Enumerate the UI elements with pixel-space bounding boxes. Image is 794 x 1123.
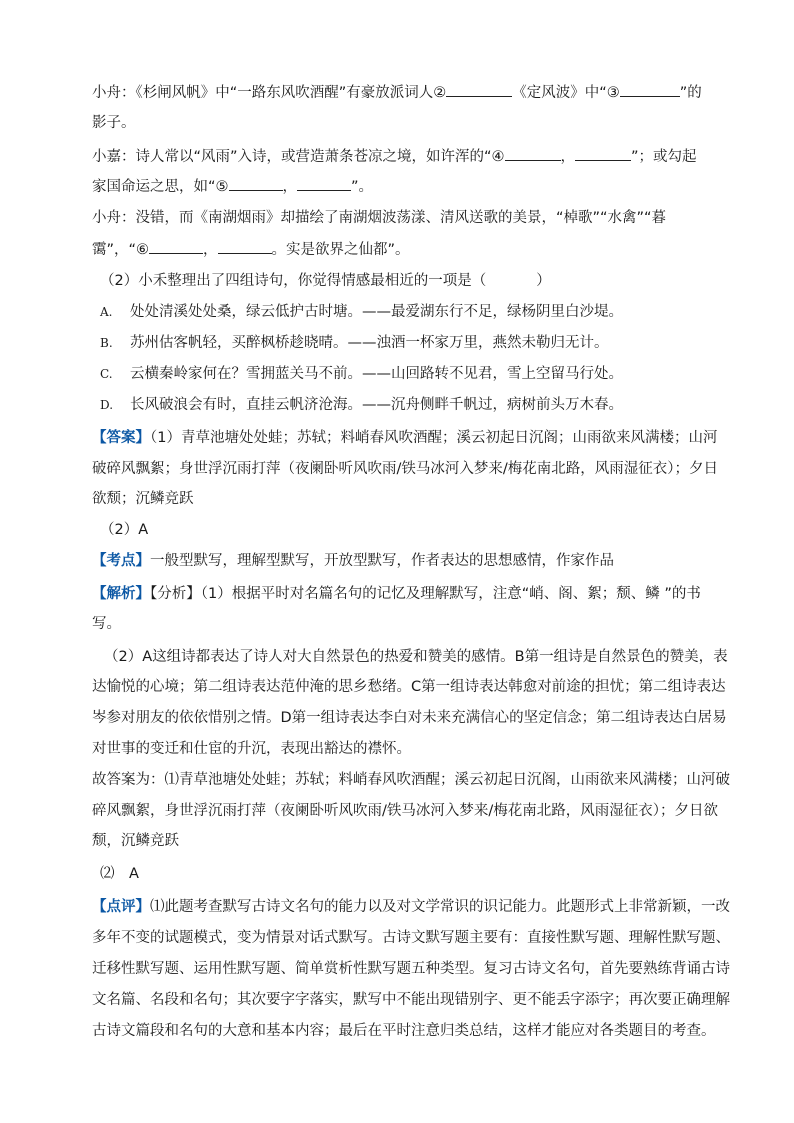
answer-line-4: （2）A (100, 522, 149, 538)
q1-text: ”的 (679, 85, 702, 101)
jiexi-line-10: ⑵ A (100, 866, 139, 882)
jiexi-line-5: 岑参对朋友的依依惜别之情。D第一组诗表达李白对未来充满信心的坚定信念；第二组诗表达白居易 (92, 710, 727, 726)
answer-tag: 【答案】 (92, 430, 150, 446)
q1-text: 家国命运之思，如“⑤ (92, 179, 229, 195)
answer-text: （1）青草池塘处处蛙；苏轼；料峭春风吹酒醒；溪云初起日沉阁；山雨欲来风满楼；山河 (150, 430, 718, 446)
blank-5b[interactable] (297, 176, 351, 191)
q1-text: ”。 (351, 179, 374, 195)
q1-text: ， (560, 149, 576, 165)
q1-line-2: 影子。 (92, 115, 136, 131)
q1-line-6 (92, 239, 712, 260)
q1-text: ”；或勾起 (631, 149, 697, 165)
q1-text: 。实是欲界之仙都”。 (271, 242, 410, 258)
q2-stem (100, 271, 720, 291)
jiexi-tag: 【解析】 (92, 586, 150, 602)
dianping-text: ⑴此题考查默写古诗文名句的能力以及对文学常识的识记能力。此题形式上非常新颖，一改 (150, 899, 730, 915)
option-a[interactable] (100, 302, 720, 322)
q1-text: ， (282, 179, 298, 195)
blank-6a[interactable] (149, 239, 203, 254)
jiexi-line-2: 写。 (92, 616, 121, 632)
option-d[interactable] (100, 395, 720, 415)
answer-line-2: 破碎风飘絮；身世浮沉雨打萍（夜阑卧听风吹雨/铁马冰河入梦来/梅花南北路，风雨湿征衣）；夕日 (92, 461, 719, 477)
dianping-line-2: 多年不变的试题模式，变为情景对话式默写。古诗文默写题主要有：直接性默写题、理解性默写题、 (92, 930, 730, 946)
q1-text: 小嘉：诗人常以“风雨”入诗，或营造萧条苍凉之境，如许浑的“④ (92, 149, 505, 165)
dianping-line-3: 迁移性默写题、运用性默写题、简单赏析性默写题五种类型。复习古诗文名句，首先要熟练背诵古诗 (92, 961, 730, 977)
kaodian-tag: 【考点】 (92, 553, 150, 569)
q2-stem-text: （2）小禾整理出了四组诗句，你觉得情感最相近的一项是（ (100, 273, 487, 289)
jiexi-line-3: （2）A这组诗都表达了诗人对大自然景色的热爱和赞美的感情。B第一组诗是自然景色的赞美，表 (104, 649, 728, 665)
blank-3[interactable] (620, 82, 680, 97)
q1-text: 霭”，“⑥ (92, 242, 150, 258)
q1-text: 小舟：《杉闸风帆》中“一路东风吹酒醒”有豪放派词人② (92, 85, 447, 101)
answer-line-3: 欲颓；沉鳞竞跃 (92, 491, 194, 507)
blank-6b[interactable] (218, 239, 272, 254)
option-c[interactable] (100, 364, 720, 384)
kaodian-text: 一般型默写，理解型默写，开放型默写，作者表达的思想感情，作家作品 (150, 553, 614, 569)
dianping-tag: 【点评】 (92, 899, 150, 915)
jiexi-line-7: 故答案为：⑴青草池塘处处蛙；苏轼；料峭春风吹酒醒；溪云初起日沉阁，山雨欲来风满楼；山河破 (92, 772, 730, 788)
blank-4a[interactable] (505, 146, 561, 161)
q1-line-5: 小舟：没错，而《南湖烟雨》却描绘了南湖烟波荡漾、清风送歌的美景，“棹歌”“水禽”“暮 (92, 210, 667, 226)
q1-line-3 (92, 146, 712, 167)
jiexi-line-6: 对世事的变迁和仕宦的升沉，表现出豁达的襟怀。 (92, 741, 411, 757)
option-text: 苏州估客帆轻，买醉枫桥趁晓晴。——浊酒一杯家万里，燕然未勒归无计。 (130, 335, 609, 351)
q2-stem-text: ） (536, 273, 551, 289)
jiexi-line-1 (92, 584, 712, 604)
jiexi-line-9: 颓，沉鳞竞跃 (92, 833, 179, 849)
option-text: 长风破浪会有时，直挂云帆济沧海。——沉舟侧畔千帆过，病树前头万木春。 (130, 397, 623, 413)
blank-5a[interactable] (229, 176, 283, 191)
option-b[interactable] (100, 333, 720, 353)
q1-text: ， (203, 242, 218, 258)
q1-line-1 (92, 82, 712, 103)
jiexi-text: 【分析】（1）根据平时对名篇名句的记忆及理解默写，注意“峭、阁、絮；颓、鳞 ”的书 (150, 586, 701, 602)
blank-2[interactable] (446, 82, 512, 97)
option-text: 云横秦岭家何在？雪拥蓝关马不前。——山回路转不见君，雪上空留马行处。 (130, 366, 623, 382)
dianping-line-1 (92, 897, 730, 917)
jiexi-line-8: 碎风飘絮，身世浮沉雨打萍（夜阑卧听风吹雨/铁马冰河入梦来/梅花南北路，风雨湿征衣）；夕日欲 (92, 803, 719, 819)
option-letter: D. (100, 398, 114, 412)
blank-4b[interactable] (575, 146, 631, 161)
kaodian-line (92, 551, 712, 571)
q1-line-4 (92, 176, 712, 197)
dianping-line-4: 文名篇、名段和名句；其次要字字落实，默写中不能出现错别字、更不能丢字添字；再次要正确理解 (92, 992, 730, 1008)
q1-text: 《定风波》中“③ (512, 85, 620, 101)
option-text: 处处清溪处处桑，绿云低护古时塘。——最爱湖东行不足，绿杨阴里白沙堤。 (130, 304, 623, 320)
dianping-line-5: 古诗文篇段和名句的大意和基本内容；最后在平时注意归类总结，这样才能应对各类题目的考查。 (92, 1023, 716, 1039)
jiexi-line-4: 达愉悦的心境；第二组诗表达范仲淹的思乡愁绪。C第一组诗表达韩愈对前途的担忧；第二组诗表达 (92, 679, 726, 695)
option-letter: C. (100, 367, 113, 381)
option-letter: A. (100, 305, 113, 319)
option-letter: B. (100, 336, 113, 350)
answer-line-1 (92, 428, 718, 448)
